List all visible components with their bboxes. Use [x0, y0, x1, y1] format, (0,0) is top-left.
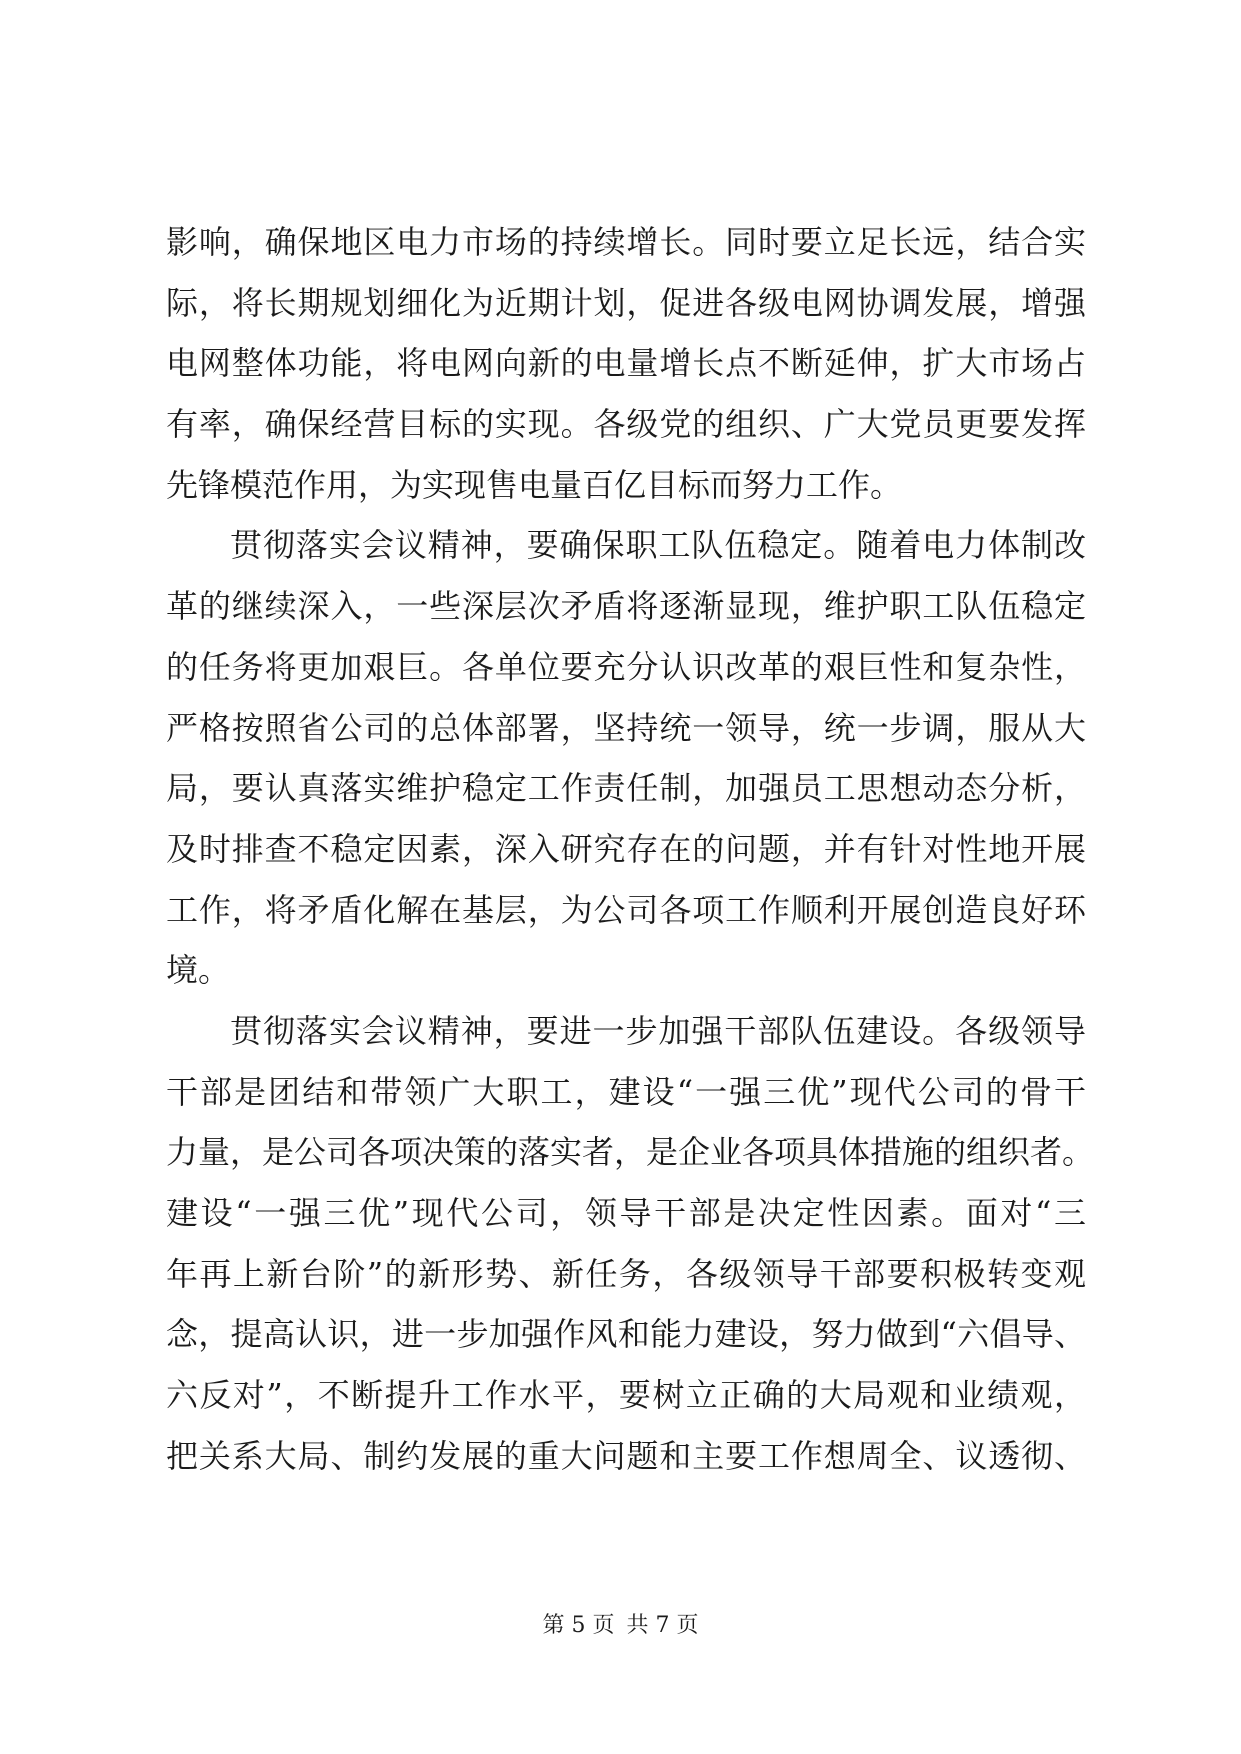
- text-line: 六反对”，不断提升工作水平，要树立正确的大局观和业绩观，: [166, 1376, 1086, 1415]
- text-line: 际，将长期规划细化为近期计划，促进各级电网协调发展，增强: [166, 283, 1086, 322]
- text-line: 先锋模范作用，为实现售电量百亿目标而努力工作。: [166, 465, 903, 504]
- text-line: 工作，将矛盾化解在基层，为公司各项工作顺利开展创造良好环: [166, 890, 1086, 929]
- text-line: 的任务将更加艰巨。各单位要充分认识改革的艰巨性和复杂性，: [166, 647, 1086, 686]
- text-line: 把关系大局、制约发展的重大问题和主要工作想周全、议透彻、: [166, 1436, 1086, 1475]
- text-line: 境。: [166, 951, 231, 990]
- paragraph-first-line: 贯彻落实会议精神，要进一步加强干部队伍建设。各级领导: [230, 1011, 1086, 1050]
- text-line: 有率，确保经营目标的实现。各级党的组织、广大党员更要发挥: [166, 405, 1086, 444]
- text-line: 革的继续深入，一些深层次矛盾将逐渐显现，维护职工队伍稳定: [166, 587, 1086, 626]
- text-line: 及时排查不稳定因素，深入研究存在的问题，并有针对性地开展: [166, 829, 1086, 868]
- text-line: 严格按照省公司的总体部署，坚持统一领导，统一步调，服从大: [166, 708, 1086, 747]
- text-line: 建设“一强三优”现代公司，领导干部是决定性因素。面对“三: [166, 1194, 1086, 1232]
- paragraph-first-line: 贯彻落实会议精神，要确保职工队伍稳定。随着电力体制改: [230, 526, 1086, 565]
- text-line: 年再上新台阶”的新形势、新任务，各级领导干部要积极转变观: [166, 1254, 1086, 1293]
- text-line: 力量，是公司各项决策的落实者，是企业各项具体措施的组织者。: [166, 1133, 1095, 1172]
- page-number: 第 5 页: [542, 1613, 615, 1638]
- text-line: 局，要认真落实维护稳定工作责任制，加强员工思想动态分析，: [166, 769, 1086, 808]
- page-total: 共 7 页: [626, 1613, 699, 1638]
- text-line: 念，提高认识，进一步加强作风和能力建设，努力做到“六倡导、: [166, 1315, 1086, 1354]
- text-line: 影响，确保地区电力市场的持续增长。同时要立足长远，结合实: [166, 223, 1086, 261]
- document-body: [166, 223, 1095, 1500]
- page-footer: [0, 1608, 1241, 1639]
- text-line: 电网整体功能，将电网向新的电量增长点不断延伸，扩大市场占: [166, 344, 1086, 383]
- text-line: 干部是团结和带领广大职工，建设“一强三优”现代公司的骨干: [166, 1072, 1086, 1111]
